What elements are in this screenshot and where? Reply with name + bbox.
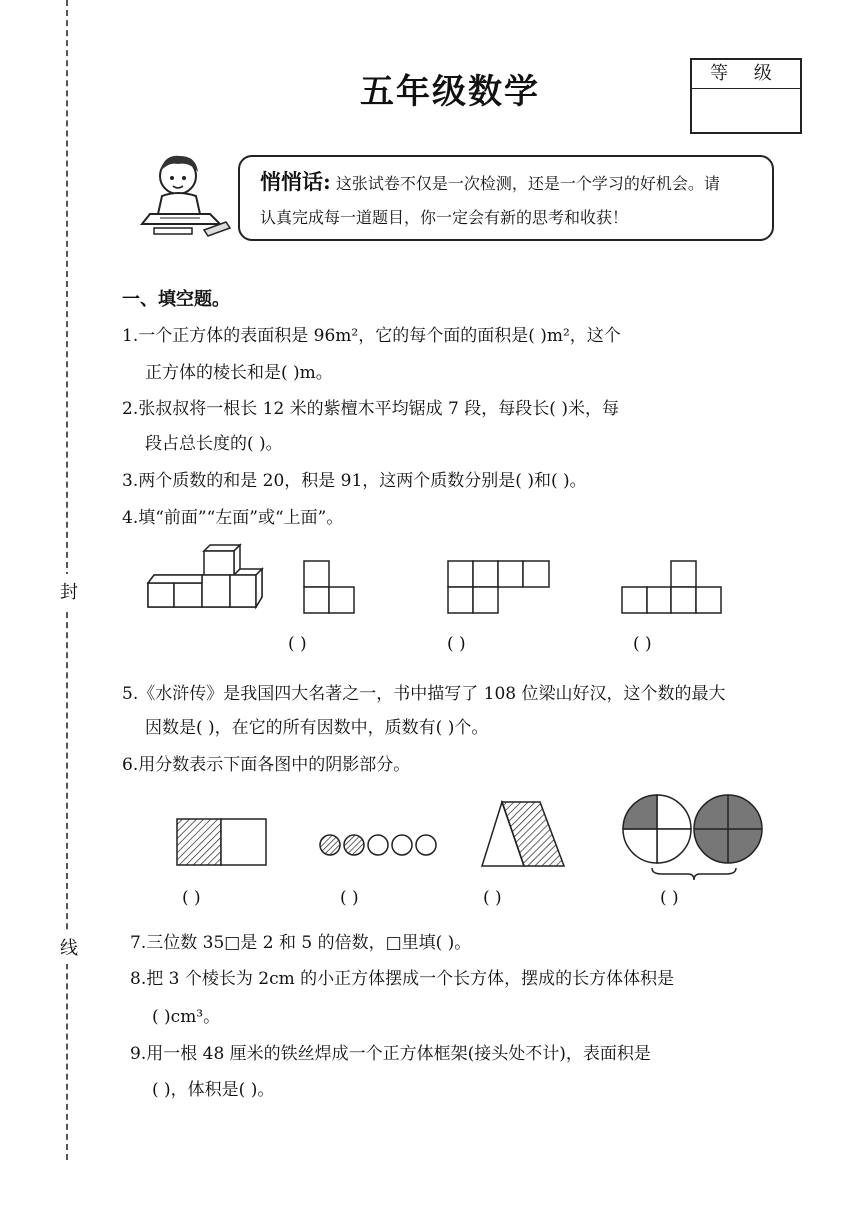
q6-blank-d[interactable]: ( )	[660, 888, 679, 908]
q1-line2: 正方体的棱长和是( )m。	[145, 363, 333, 383]
q4-view-a	[303, 560, 355, 614]
q6-blank-a[interactable]: ( )	[182, 888, 201, 908]
margin-line-char: 线	[60, 930, 78, 964]
page-title: 五年级数学	[360, 72, 540, 112]
q9-line2: ( )，体积是( )。	[152, 1080, 275, 1100]
q4-view-b	[447, 560, 551, 614]
student-writing-illustration	[140, 148, 235, 243]
tip-heading: 悄悄话:	[260, 169, 331, 194]
q9-line1: 9.用一根 48 厘米的铁丝焊成一个正方体框架(接头处不计)，表面积是	[130, 1044, 651, 1064]
q2-line2: 段占总长度的( )。	[145, 434, 283, 454]
margin-seal-char: 封	[60, 574, 78, 608]
tip-line-1: 这张试卷不仅是一次检测，还是一个学习的好机会。请	[335, 174, 720, 193]
q4-blank-c[interactable]: ( )	[633, 634, 652, 654]
q5-line1: 5.《水浒传》是我国四大名著之一，书中描写了 108 位梁山好汉，这个数的最大	[122, 684, 726, 704]
q6-rectangle-half-shaded	[176, 818, 268, 866]
q6-two-circles-quarters	[622, 792, 764, 882]
q6-five-circles	[318, 832, 440, 858]
q4-blank-a[interactable]: ( )	[288, 634, 307, 654]
q4: 4.填“前面”“左面”或“上面”。	[122, 508, 344, 528]
q6-triangle-figure	[480, 800, 566, 868]
grade-box	[690, 58, 802, 134]
q8-line2: ( )cm³。	[152, 1007, 221, 1027]
section-title: 一、填空题。	[122, 289, 230, 310]
q6: 6.用分数表示下面各图中的阴影部分。	[122, 755, 411, 775]
tip-line-2: 认真完成每一道题目，你一定会有新的思考和收获！	[260, 208, 629, 227]
q6-blank-c[interactable]: ( )	[483, 888, 502, 908]
q3: 3.两个质数的和是 20，积是 91，这两个质数分别是( )和( )。	[122, 471, 587, 491]
q6-blank-b[interactable]: ( )	[340, 888, 359, 908]
q5-line2: 因数是( )，在它的所有因数中，质数有( )个。	[145, 718, 489, 738]
tip-box	[238, 155, 774, 241]
q2-line1: 2.张叔叔将一根长 12 米的紫檀木平均锯成 7 段，每段长( )米，每	[122, 399, 619, 419]
q1-line1: 1.一个正方体的表面积是 96m²，它的每个面的面积是( )m²，这个	[122, 326, 621, 346]
q4-blank-b[interactable]: ( )	[447, 634, 466, 654]
tip-text	[260, 165, 760, 235]
q7: 7.三位数 35□是 2 和 5 的倍数，□里填( )。	[130, 933, 472, 953]
q4-cube-solid	[146, 545, 266, 615]
grade-label: 等 级	[692, 60, 800, 89]
q8-line1: 8.把 3 个棱长为 2cm 的小正方体摆成一个长方体，摆成的长方体体积是	[130, 969, 675, 989]
q4-view-c	[621, 560, 723, 614]
